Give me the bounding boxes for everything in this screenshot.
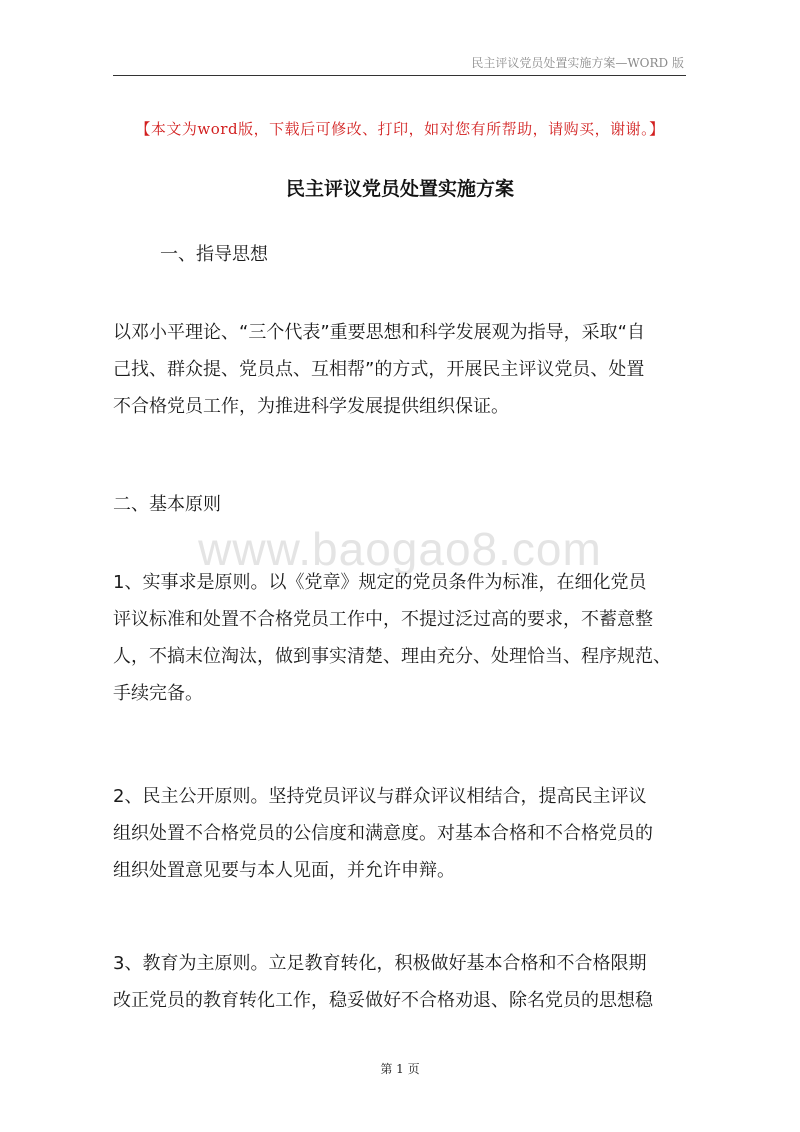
text-line: 3、教育为主原则。立足教育转化，积极做好基本合格和不合格限期 <box>113 953 647 974</box>
paragraph-guiding-ideology <box>113 314 688 425</box>
section-heading-basic-principles: 二、基本原则 <box>113 494 221 515</box>
text-line: 改正党员的教育转化工作，稳妥做好不合格劝退、除名党员的思想稳 <box>113 990 653 1011</box>
section-heading-guiding-ideology: 一、指导思想 <box>160 244 268 265</box>
paragraph-principle-2 <box>113 778 688 889</box>
text-line: 组织处置意见要与本人见面，并允许申辩。 <box>113 860 455 881</box>
paragraph-principle-3 <box>113 945 688 1019</box>
watermark: www.baogao8.com <box>198 523 602 575</box>
download-notice: 【本文为word版，下载后可修改、打印，如对您有所帮助，请购买，谢谢。】 <box>135 120 665 138</box>
running-header: 民主评议党员处置实施方案—WORD 版 <box>471 56 684 70</box>
document-title: 民主评议党员处置实施方案 <box>285 178 514 200</box>
text-line: 手续完备。 <box>113 683 203 704</box>
text-line: 人，不搞末位淘汰，做到事实清楚、理由充分、处理恰当、程序规范、 <box>113 646 671 667</box>
text-line: 己找、群众提、党员点、互相帮”的方式，开展民主评议党员、处置 <box>113 359 645 380</box>
text-line: 1、实事求是原则。以《党章》规定的党员条件为标准，在细化党员 <box>113 572 647 593</box>
text-line: 2、民主公开原则。坚持党员评议与群众评议相结合，提高民主评议 <box>113 786 647 807</box>
text-line: 评议标准和处置不合格党员工作中，不提过泛过高的要求，不蓄意整 <box>113 609 653 630</box>
paragraph-principle-1 <box>113 564 688 712</box>
page-number: 第 1 页 <box>380 1062 420 1076</box>
text-line: 以邓小平理论、“三个代表”重要思想和科学发展观为指导，采取“自 <box>113 322 645 343</box>
header-divider <box>113 75 686 76</box>
text-line: 不合格党员工作，为推进科学发展提供组织保证。 <box>113 396 509 417</box>
text-line: 组织处置不合格党员的公信度和满意度。对基本合格和不合格党员的 <box>113 823 653 844</box>
